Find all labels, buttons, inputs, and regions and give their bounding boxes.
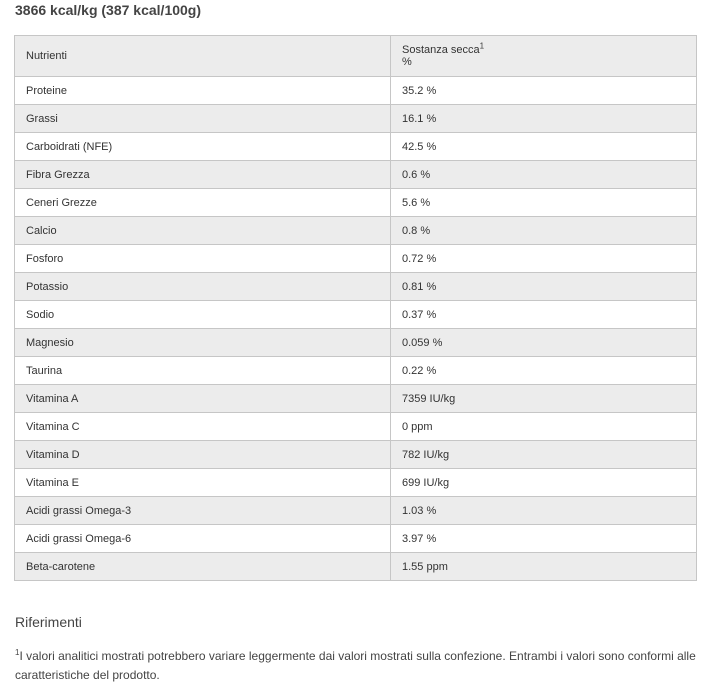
header-footnote-marker: 1 [479, 41, 485, 51]
nutrient-name: Ceneri Grezze [15, 189, 391, 217]
table-row [15, 133, 697, 161]
nutrient-name: Calcio [15, 217, 391, 245]
nutrient-value: 0.72 % [391, 245, 697, 273]
nutrient-name: Acidi grassi Omega-3 [15, 497, 391, 525]
nutrient-value: 35.2 % [391, 77, 697, 105]
nutrient-table-body [15, 77, 697, 581]
table-header-row [15, 36, 697, 77]
nutrient-name: Potassio [15, 273, 391, 301]
table-row [15, 77, 697, 105]
nutrient-name: Fibra Grezza [15, 161, 391, 189]
nutrient-value: 0.81 % [391, 273, 697, 301]
table-row [15, 105, 697, 133]
table-row [15, 413, 697, 441]
nutrient-name: Carboidrati (NFE) [15, 133, 391, 161]
table-row [15, 441, 697, 469]
nutrient-name: Vitamina C [15, 413, 391, 441]
table-row [15, 357, 697, 385]
nutrient-name: Acidi grassi Omega-6 [15, 525, 391, 553]
table-row [15, 273, 697, 301]
references-note [15, 647, 705, 685]
nutrient-value: 1.55 ppm [391, 553, 697, 581]
nutrient-value: 7359 IU/kg [391, 385, 697, 413]
nutrient-value: 42.5 % [391, 133, 697, 161]
nutrient-value: 782 IU/kg [391, 441, 697, 469]
table-row [15, 525, 697, 553]
nutrient-value: 1.03 % [391, 497, 697, 525]
nutrient-name: Vitamina A [15, 385, 391, 413]
nutrient-name: Proteine [15, 77, 391, 105]
table-row [15, 553, 697, 581]
nutrient-value: 3.97 % [391, 525, 697, 553]
nutrient-name: Vitamina E [15, 469, 391, 497]
table-row [15, 245, 697, 273]
nutrient-name: Sodio [15, 301, 391, 329]
table-row [15, 329, 697, 357]
table-row [15, 217, 697, 245]
table-row [15, 385, 697, 413]
nutrient-value: 16.1 % [391, 105, 697, 133]
nutrient-value: 0 ppm [391, 413, 697, 441]
nutrient-name: Magnesio [15, 329, 391, 357]
nutrient-value: 0.37 % [391, 301, 697, 329]
table-row [15, 497, 697, 525]
nutrient-name: Fosforo [15, 245, 391, 273]
header-dry-matter-unit: % [402, 56, 412, 68]
nutrient-name: Grassi [15, 105, 391, 133]
header-dry-matter [391, 36, 697, 77]
table-row [15, 469, 697, 497]
table-row [15, 161, 697, 189]
nutrient-value: 0.8 % [391, 217, 697, 245]
nutrient-table [14, 35, 697, 581]
nutrient-value: 0.22 % [391, 357, 697, 385]
table-row [15, 189, 697, 217]
nutrient-value: 699 IU/kg [391, 469, 697, 497]
nutrient-value: 0.059 % [391, 329, 697, 357]
header-nutrients: Nutrienti [15, 36, 391, 77]
nutrient-name: Vitamina D [15, 441, 391, 469]
footnote-marker: 1 [15, 648, 20, 657]
nutrient-value: 5.6 % [391, 189, 697, 217]
energy-value: 3866 kcal/kg (387 kcal/100g) [15, 2, 202, 18]
footnote-text: I valori analitici mostrati potrebbero variare leggermente dai valori mostrati sulla confezione. Entrambi i valori sono conformi alle caratteristiche del prodotto. [15, 649, 696, 682]
nutrient-value: 0.6 % [391, 161, 697, 189]
nutrient-name: Beta-carotene [15, 553, 391, 581]
references-title: Riferimenti [15, 614, 82, 630]
table-row [15, 301, 697, 329]
nutrient-name: Taurina [15, 357, 391, 385]
header-dry-matter-text: Sostanza secca [402, 44, 480, 56]
header-dry-matter-label [402, 41, 696, 56]
